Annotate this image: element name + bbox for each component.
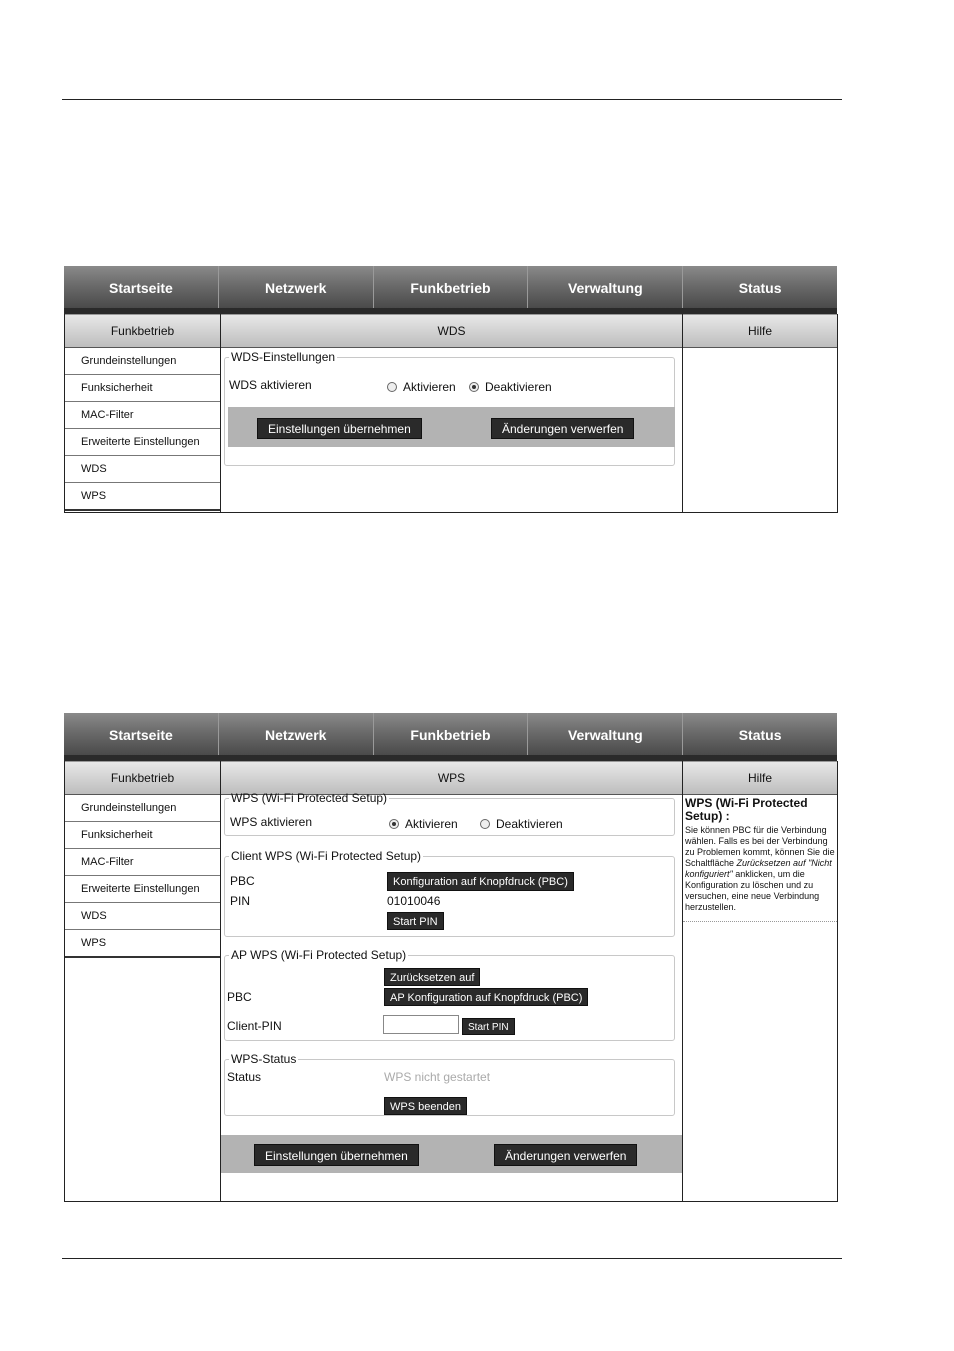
help-separator — [683, 921, 837, 922]
radio-selected-icon — [469, 382, 479, 392]
help-text-part-1: Sie können PBC für die Verbindung wählen. Falls es bei der Verbindung zu Problemen kommt, können Sie die Schaltfläche — [685, 825, 835, 868]
sidebar-item-funksicherheit[interactable]: Funksicherheit — [65, 375, 220, 402]
wps-screenshot — [64, 713, 837, 1203]
nav-netzwerk[interactable]: Netzwerk — [219, 266, 374, 308]
wps-radio-deactivate[interactable] — [480, 817, 563, 831]
wps-status-legend: WPS-Status — [231, 1052, 297, 1066]
nav-verwaltung[interactable]: Verwaltung — [528, 266, 683, 308]
sidebar-item-wps[interactable]: WPS — [65, 483, 220, 511]
sidebar-item-grundeinstellungen[interactable]: Grundeinstellungen — [65, 795, 220, 822]
radio-icon — [480, 819, 490, 829]
wps-radio-deactivate-label: Deaktivieren — [496, 817, 563, 831]
nav-verwaltung[interactable]: Verwaltung — [528, 713, 683, 755]
wps-status-value: WPS nicht gestartet — [384, 1070, 491, 1084]
wps-stop-button[interactable]: WPS beenden — [384, 1097, 467, 1115]
sidebar-title: Funkbetrieb — [65, 314, 220, 348]
sidebar-item-mac-filter[interactable]: MAC-Filter — [65, 402, 220, 429]
nav-funkbetrieb[interactable]: Funkbetrieb — [374, 713, 529, 755]
wps-radio-activate[interactable] — [389, 817, 458, 831]
wds-radio-activate-label: Aktivieren — [403, 380, 456, 394]
client-pbc-label: PBC — [230, 874, 255, 888]
help-heading: WPS (Wi-Fi Protected Setup) : — [685, 796, 808, 823]
wps-status-label: Status — [227, 1070, 262, 1084]
help-text-part-2: anklicken, um die Konfiguration zu löschen und zu versuchen, eine neue Verbindung herzustellen. — [685, 869, 820, 912]
ap-start-pin-button[interactable]: Start PIN — [462, 1018, 515, 1035]
wps-enable-legend: WPS (Wi-Fi Protected Setup) — [231, 791, 388, 805]
client-wps-legend: Client WPS (Wi-Fi Protected Setup) — [231, 849, 422, 863]
bottom-rule — [62, 1258, 842, 1259]
sidebar-item-mac-filter[interactable]: MAC-Filter — [65, 849, 220, 876]
main-nav — [64, 266, 837, 308]
nav-status[interactable]: Status — [738, 280, 782, 296]
help-text — [685, 825, 835, 913]
nav-funkbetrieb[interactable]: Funkbetrieb — [374, 266, 529, 308]
client-pbc-button[interactable]: Konfiguration auf Knopfdruck (PBC) — [387, 872, 574, 891]
help-title: Hilfe — [683, 314, 837, 348]
sidebar-item-erweiterte-einstellungen[interactable]: Erweiterte Einstellungen — [65, 876, 220, 903]
ap-wps-legend: AP WPS (Wi-Fi Protected Setup) — [231, 948, 407, 962]
client-start-pin-button[interactable]: Start PIN — [387, 912, 444, 930]
content-panel — [220, 761, 683, 1202]
ap-pbc-label: PBC — [227, 990, 252, 1004]
help-panel — [682, 761, 838, 1202]
nav-startseite[interactable]: Startseite — [64, 713, 219, 755]
help-title: Hilfe — [683, 761, 837, 795]
wds-radio-activate[interactable] — [387, 380, 456, 394]
wds-radio-deactivate[interactable] — [469, 380, 552, 394]
radio-selected-icon — [389, 819, 399, 829]
sidebar-item-wds[interactable]: WDS — [65, 903, 220, 930]
wds-radio-deactivate-label: Deaktivieren — [485, 380, 552, 394]
ap-client-pin-label: Client-PIN — [227, 1019, 282, 1033]
wds-screenshot — [64, 266, 837, 514]
help-text-italic: Zurücksetzen auf "Nicht konfiguriert" — [685, 858, 832, 879]
sidebar-item-wps[interactable]: WPS — [65, 930, 220, 958]
client-pin-value: 01010046 — [387, 894, 441, 908]
wps-enable-label: WPS aktivieren — [230, 815, 313, 829]
top-rule — [62, 99, 842, 100]
sidebar-item-grundeinstellungen[interactable]: Grundeinstellungen — [65, 348, 220, 375]
page-title: WPS — [221, 761, 682, 795]
ap-pbc-button[interactable]: AP Konfiguration auf Knopfdruck (PBC) — [384, 988, 588, 1006]
nav-startseite[interactable]: Startseite — [64, 266, 219, 308]
wds-discard-button[interactable]: Änderungen verwerfen — [491, 418, 634, 439]
sidebar-title: Funkbetrieb — [65, 761, 220, 795]
wps-discard-button[interactable]: Änderungen verwerfen — [494, 1144, 637, 1166]
main-nav — [64, 713, 837, 755]
client-pin-label: PIN — [230, 894, 251, 908]
radio-icon — [387, 382, 397, 392]
help-panel — [682, 314, 838, 513]
wps-apply-button[interactable]: Einstellungen übernehmen — [254, 1144, 419, 1166]
page-title: WDS — [221, 314, 682, 348]
nav-netzwerk[interactable]: Netzwerk — [219, 713, 374, 755]
sidebar — [64, 314, 221, 513]
sidebar-item-wds[interactable]: WDS — [65, 456, 220, 483]
content-panel — [220, 314, 683, 513]
client-wps-group — [224, 849, 675, 937]
sidebar-item-funksicherheit[interactable]: Funksicherheit — [65, 822, 220, 849]
ap-reset-button[interactable]: Zurücksetzen auf — [384, 968, 480, 986]
wds-enable-label: WDS aktivieren — [229, 378, 312, 392]
wds-apply-button[interactable]: Einstellungen übernehmen — [257, 418, 422, 439]
nav-status[interactable]: Status — [738, 727, 782, 743]
sidebar — [64, 761, 221, 1202]
wds-settings-legend: WDS-Einstellungen — [231, 350, 336, 364]
sidebar-item-erweiterte-einstellungen[interactable]: Erweiterte Einstellungen — [65, 429, 220, 456]
wps-radio-activate-label: Aktivieren — [405, 817, 458, 831]
ap-client-pin-input[interactable] — [383, 1015, 459, 1034]
